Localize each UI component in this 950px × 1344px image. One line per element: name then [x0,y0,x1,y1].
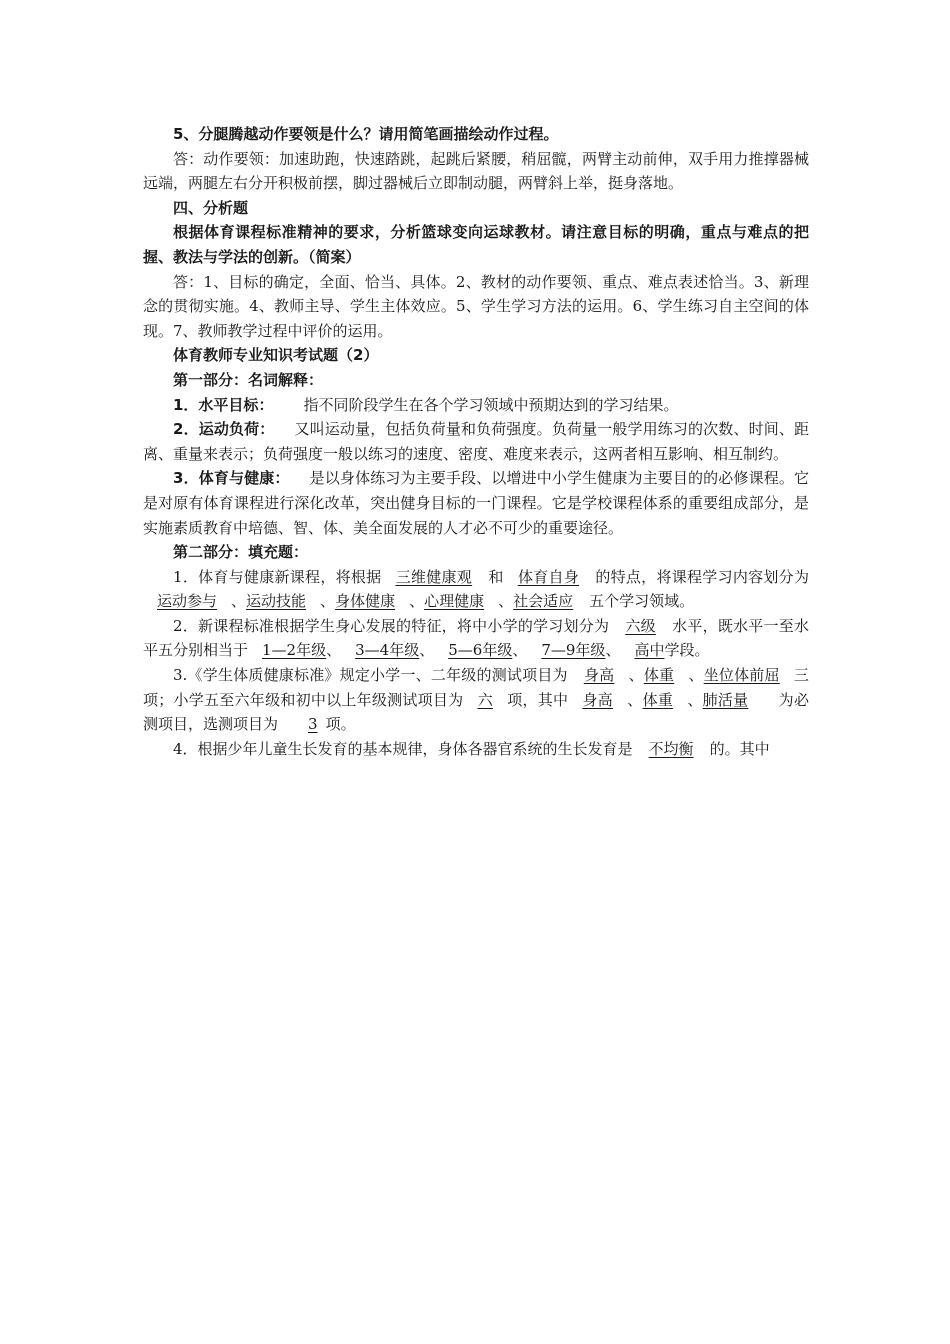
fill-text: 、 [687,690,703,709]
fill-item-4 [143,737,809,762]
fill-item-1 [143,565,809,614]
fill-answer: 身高 [583,666,615,685]
term-item [143,466,809,540]
section4-answer: 答：1、目标的确定，全面、恰当、具体。2、教材的动作要领、重点、难点表述恰当。3、新理念的贯彻实施。4、教师主导、学生主体效应。5、学生学习方法的运用。6、学生练习自主空间的体现。7、教师教学过程中评价的运用。 [143,272,809,340]
document-body [143,122,809,761]
fill-text: 2．新课程标准根据学生身心发展的特征，将中小学的学习划分为 [173,616,610,635]
fill-answer: 肺活量 [702,690,749,709]
fill-answer: 运动技能 [246,592,307,611]
fill-answer: 1—2年级 [262,641,327,660]
fill-answer: 7—9年级 [541,641,606,660]
fill-answer: 5—6年级 [448,641,513,660]
fill-text: 、 [231,592,247,611]
fill-answer: 体育自身 [517,567,580,586]
fill-text: 、 [320,592,336,611]
fill-answer: 体重 [643,666,675,685]
fill-text: 三项；小学五至六年级和初中以上年级测试项目为 [143,666,809,709]
q5-title: 5、分腿腾越动作要领是什么？请用简笔画描绘动作过程。 [173,125,559,143]
term-item [143,417,809,466]
q5-answer: 答：动作要领：加速助跑，快速踏跳，起跳后紧腰，稍屈髋，两臂主动前伸，双手用力推撑器械远端，两腿左右分开积极前摆，脚过器械后立即制动腿，两臂斜上举，挺身落地。 [143,149,809,193]
term-label: 3．体育与健康： [173,469,290,488]
fill-text: 学段。 [664,641,710,660]
fill-item-2 [143,614,809,663]
fill-answer: 三维健康观 [395,567,473,586]
fill-answer: 身高 [582,690,614,709]
fill-answer: 六 [477,690,493,709]
term-label: 1．水平目标： [173,395,274,414]
fill-text: 五个学习领域。 [589,592,695,611]
part2-heading: 第二部分：填充题： [173,543,309,562]
fill-text: 和 [488,567,504,586]
fill-text: 、 [688,666,704,685]
term-item [143,393,809,418]
fill-answer: 不均衡 [648,739,694,758]
term-label: 2．运动负荷： [173,420,275,439]
fill-text: 项，其中 [506,690,569,709]
term-definition: 又叫运动量，包括负荷量和负荷强度。负荷量一般学用练习的次数、时间、距离、重量来表示；负荷强度一般以练习的速度、密度、难度来表示，这两者相互影响、相互制约。 [143,420,809,463]
fill-answer: 3—4年级 [355,641,420,660]
fill-text: 水平，既水平一至水平五分别相当于 [143,616,809,660]
fill-answer: 体重 [642,690,674,709]
fill-answer: 社会适应 [513,592,574,611]
fill-text: 、 [512,641,528,660]
fill-answer: 运动参与 [157,592,218,611]
fill-text: 3.《学生体质健康标准》规定小学一、二年级的测试项目为 [173,666,568,685]
fill-text: 、 [326,641,342,660]
fill-text: 的特点，将课程学习内容划分为 [595,567,809,586]
fill-answer: 身体健康 [335,592,396,611]
fill-text: 、 [409,592,425,611]
fill-text: 1．体育与健康新课程，将根据 [173,567,382,586]
section4-question: 根据体育课程标准精神的要求，分析篮球变向运球教材。请注意目标的明确，重点与难点的把握、教法与学法的创新。（简案） [143,223,809,266]
term-definition: 是以身体练习为主要手段、以增进中小学生健康为主要目的的必修课程。它是对原有体育课程进行深化改革，突出健身目标的一门课程。它是学校课程体系的重要组成部分，是实施素质教育中培德、智、体、美全面发展的人才必不可少的重要途径。 [143,469,809,537]
fill-text: 项。 [325,715,356,734]
fill-answer: 高中 [634,641,665,660]
fill-answer: 坐位体前屈 [703,666,780,685]
fill-text: 为必测项目，选测项目为 [143,690,809,734]
fill-text: 、 [628,666,644,685]
fill-answer: 六级 [625,616,656,635]
term-definition: 指不同阶段学生在各个学习领域中预期达到的学习结果。 [303,395,679,414]
section4-heading: 四、分析题 [173,198,249,217]
fill-text: 、 [605,641,621,660]
fill-answer: 心理健康 [424,592,485,611]
fill-text: 的。其中 [709,739,770,758]
part1-heading: 第一部分：名词解释： [173,370,324,389]
fill-text: 、 [419,641,435,660]
fill-text: 、 [627,690,643,709]
fill-item-3 [143,663,809,737]
fill-answer: 3 [308,715,318,734]
exam2-title: 体育教师专业知识考试题（2） [173,346,379,365]
fill-text: 4．根据少年儿童生长发育的基本规律，身体各器官系统的生长发育是 [173,739,633,758]
fill-text: 、 [498,592,514,611]
